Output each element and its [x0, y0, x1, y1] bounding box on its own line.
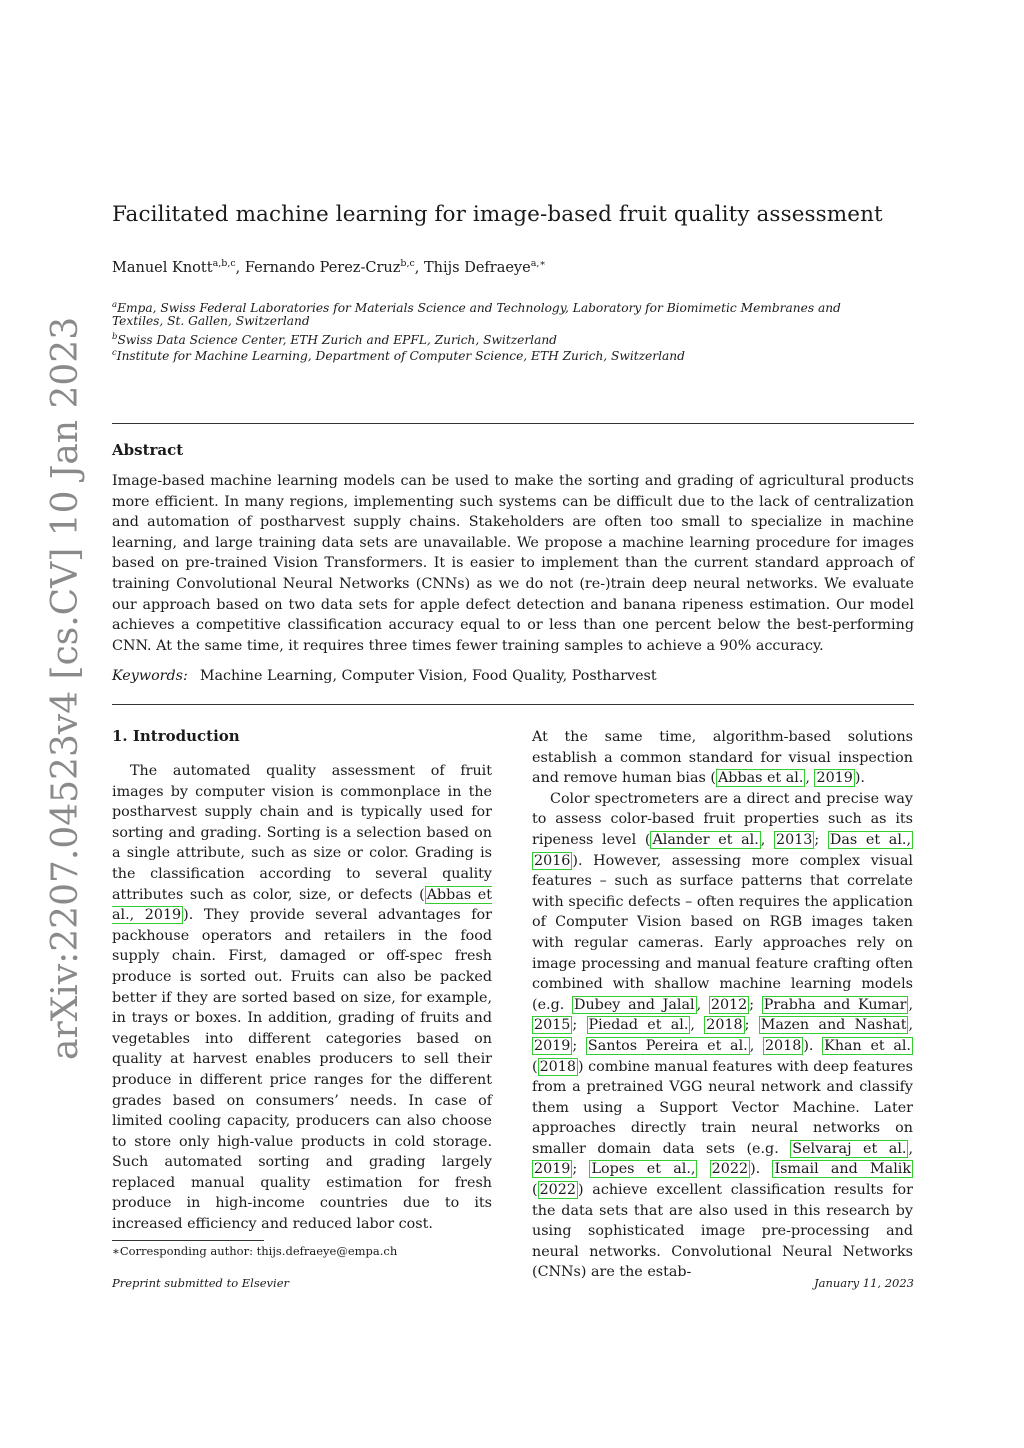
keywords-label: Keywords: — [112, 668, 188, 684]
citation-link[interactable]: Piedad et al. — [588, 1017, 689, 1034]
citation-link[interactable]: Alander et al. — [652, 831, 759, 848]
citation-link[interactable]: 2018 — [706, 1017, 743, 1034]
footnote-rule — [112, 1240, 264, 1241]
affiliation-a: $^a$Empa, Swiss Federal Laboratories for Materials Science and Technology, Laboratory for Biomimetic Membranes and — [112, 300, 841, 316]
citation-link[interactable]: Selvaraj et al. — [792, 1140, 907, 1157]
citation-link[interactable]: 2013 — [776, 831, 813, 848]
citation-link[interactable]: Prabha and Kumar — [763, 996, 907, 1013]
footer-date: January 11, 2023 — [814, 1276, 914, 1290]
intro-right-column — [532, 727, 913, 1283]
author-affil-mark: a,∗ — [530, 258, 546, 269]
citation-link[interactable]: 2019 — [816, 770, 853, 787]
citation-link[interactable]: Das et al., — [829, 831, 911, 848]
section-heading-introduction: 1. Introduction — [112, 727, 240, 745]
corresponding-author-footnote: ∗Corresponding author: thijs.defraeye@empa.ch — [112, 1244, 398, 1258]
author-list: Manuel Knott$^{a,b,c}$, Fernando Perez-Cruz$^{b,c}$, Thijs Defraeye$^{a,∗}$ — [112, 258, 546, 276]
intro-right-paragraph-1: At the same time, algorithm-based solutions establish a common standard for visual inspection and remove human bias ( Abbas et al. , 2019 ). — [532, 729, 913, 787]
citation-link[interactable]: Khan et al. — [824, 1037, 911, 1054]
citation-link[interactable]: Abbas et al., 2019 — [112, 886, 493, 924]
intro-right-paragraph-2: Color spectrometers are a direct and precise way to assess color-based fruit properties such as its ripeness level ( Alander et al. , 2013 ; Das et al., 2016 ). However, assessing more complex visual features – such as surface patterns that correlate with specific defects – often requires the application of Computer Vision based on RGB images taken with regular cameras. Early approaches rely on image processing and manual feature crafting often combined with shallow machine learning models (e.g. Dubey and Jalal , 2012 ; Prabha and Kumar , 2015 ; Piedad et al. , 2018 ; Mazen and Nashat , 2019 ; Santos Pereira et al. , 2018 ). Khan et al. ( 2018 ) combine manual features with deep features from a pretrained VGG neural network and classify them using a Support Vector Machine. Later approaches directly train neural networks on smaller domain data sets (e.g. Selvaraj et al. , 2019 ; Lopes et al., 2022 ). Ismail and Malik ( 2022 ) achieve excellent classification results for the data sets that are also used in this research by using sophisticated image pre-processing and neural networks. Convolutional Neural Networks (CNNs) are the estab- — [532, 790, 913, 1281]
arxiv-stamp: arXiv:2207.04523v4 [cs.CV] 10 Jan 2023 — [45, 316, 86, 1060]
author-name: Fernando Perez-Cruz — [244, 259, 401, 276]
abstract-bottom-rule — [112, 704, 914, 705]
author-affil-mark: a,b,c — [212, 258, 236, 269]
citation-link[interactable]: Santos Pereira et al. — [587, 1037, 748, 1054]
citation-link[interactable]: 2022 — [539, 1182, 576, 1199]
keywords-line — [112, 668, 657, 684]
keywords-values: Machine Learning, Computer Vision, Food Quality, Postharvest — [199, 668, 657, 684]
citation-link[interactable]: Abbas et al. — [717, 770, 804, 787]
affiliation-a-cont: Textiles, St. Gallen, Switzerland — [112, 314, 310, 328]
intro-left-column: The automated quality assessment of fruit images by computer vision is commonplace in the postharvest supply chain and is typically used for sorting and grading. Sorting is a selection based on a single attribute, such as size or color. Grading is the classification according to several quality attributes such as color, size, or defects ( Abbas et al., 2019 ). They provide several advantages for packhouse operators and retailers in the food supply chain. First, damaged or off-spec fresh produce is sorted out. Fruits can also be packed better if they are sorted based on size, for example, in trays or boxes. In addition, grading of fruits and vegetables into different categories based on quality at harvest enables producers to sell their produce in different price ranges for the different grades based on consumers’ needs. In case of limited cooling capacity, producers can also choose to store only high-value products in cold storage. Such automated sorting and grading largely replaced manual quality estimation for fresh produce in high-income countries due to its increased efficiency and reduced labor cost. — [112, 763, 493, 1233]
abstract-heading: Abstract — [112, 441, 184, 459]
author-affil-mark: b,c — [400, 258, 415, 269]
citation-link[interactable]: 2018 — [539, 1058, 576, 1075]
footer-preprint-note: Preprint submitted to Elsevier — [112, 1276, 290, 1290]
paper-title: Facilitated machine learning for image-based fruit quality assessment — [112, 202, 883, 227]
citation-link[interactable]: Lopes et al., — [591, 1161, 696, 1178]
citation-link[interactable]: Dubey and Jalal — [574, 996, 695, 1013]
citation-link[interactable]: 2016 — [534, 852, 571, 869]
citation-link[interactable]: 2022 — [711, 1161, 749, 1178]
citation-link[interactable]: 2018 — [764, 1037, 802, 1054]
citation-link[interactable]: 2019 — [534, 1037, 571, 1054]
abstract-top-rule — [112, 423, 914, 424]
author-name: Thijs Defraeye — [424, 259, 531, 276]
citation-link[interactable]: 2015 — [534, 1017, 571, 1034]
citation-link[interactable]: Mazen and Nashat — [760, 1017, 907, 1034]
author-name: Manuel Knott — [112, 259, 213, 276]
citation-link[interactable]: Ismail and Malik — [774, 1161, 911, 1178]
abstract-text: Image-based machine learning models can be used to make the sorting and grading of agricultural products more efficient. In many regions, implementing such systems can be difficult due to the lack of centralization and automation of postharvest supply chains. Stakeholders are often too small to specialize in machine learning, and large training data sets are unavailable. We propose a machine learning procedure for images based on pre-trained Vision Transformers. It is easier to implement than the current standard approach of training Convolutional Neural Networks (CNNs) as we do not (re-)train deep neural networks. We evaluate our approach based on two data sets for apple defect detection and banana ripeness estimation. Our model achieves a competitive classification accuracy equal to or less than one percent below the best-performing CNN. At the same time, it requires three times fewer training samples to achieve a 90% accuracy. — [112, 473, 914, 654]
affiliation-c: $^c$Institute for Machine Learning, Department of Computer Science, ETH Zurich, Switzerland — [112, 348, 685, 364]
affiliation-b: $^b$Swiss Data Science Center, ETH Zurich and EPFL, Zurich, Switzerland — [112, 332, 557, 348]
citation-link[interactable]: 2012 — [710, 996, 748, 1013]
citation-link[interactable]: 2019 — [534, 1161, 571, 1178]
